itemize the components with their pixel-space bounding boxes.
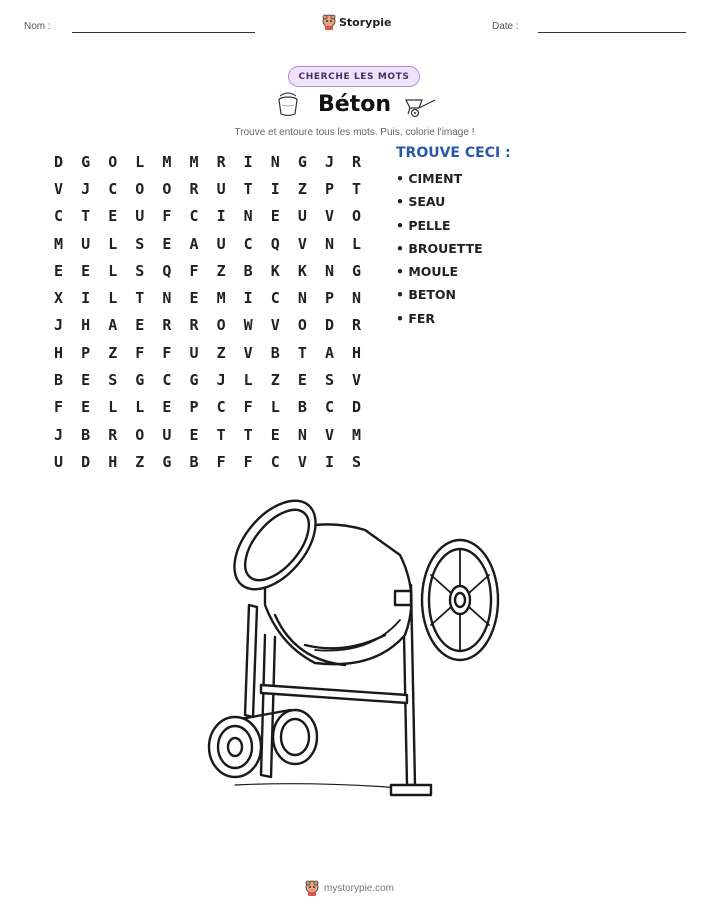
grid-letter[interactable]: N xyxy=(297,425,307,444)
grid-letter[interactable]: E xyxy=(135,316,145,335)
grid-letter[interactable]: L xyxy=(270,398,280,417)
grid-letter[interactable]: C xyxy=(324,398,334,417)
grid-letter[interactable]: N xyxy=(270,152,280,171)
brand-logo xyxy=(322,14,391,30)
grid-letter[interactable]: L xyxy=(108,289,118,308)
grid-letter[interactable]: J xyxy=(81,179,91,198)
wheelbarrow-icon xyxy=(402,94,438,118)
grid-row xyxy=(50,148,375,175)
grid-letter[interactable]: J xyxy=(216,371,226,390)
grid-letter[interactable]: G xyxy=(297,152,307,171)
grid-letter[interactable]: G xyxy=(135,371,145,390)
grid-letter[interactable]: L xyxy=(108,234,118,253)
grid-letter[interactable]: I xyxy=(324,452,334,471)
grid-letter[interactable]: S xyxy=(108,371,118,390)
grid-row xyxy=(50,339,375,366)
activity-badge: CHERCHE LES MOTS xyxy=(288,66,420,87)
grid-row xyxy=(50,312,375,339)
word-list-item: • BETON xyxy=(396,287,457,303)
grid-letter[interactable]: O xyxy=(216,316,226,335)
word-list-title: TROUVE CECI : xyxy=(396,145,511,161)
grid-letter[interactable]: H xyxy=(352,343,362,362)
grid-letter[interactable]: E xyxy=(81,371,91,390)
grid-letter[interactable]: L xyxy=(135,152,145,171)
grid-letter[interactable]: U xyxy=(189,343,199,362)
grid-letter[interactable]: O xyxy=(108,152,118,171)
grid-letter[interactable]: C xyxy=(270,289,280,308)
grid-letter[interactable]: M xyxy=(352,425,362,444)
grid-letter[interactable]: U xyxy=(216,234,226,253)
grid-letter[interactable]: T xyxy=(216,425,226,444)
grid-letter[interactable]: V xyxy=(324,425,334,444)
grid-letter[interactable]: F xyxy=(243,452,253,471)
grid-letter[interactable]: C xyxy=(162,371,172,390)
grid-letter[interactable]: M xyxy=(162,152,172,171)
grid-letter[interactable]: E xyxy=(189,425,199,444)
grid-letter[interactable]: F xyxy=(216,452,226,471)
grid-letter[interactable]: D xyxy=(81,452,91,471)
grid-letter[interactable]: C xyxy=(243,234,253,253)
grid-letter[interactable]: V xyxy=(324,207,334,226)
grid-row xyxy=(50,203,375,230)
grid-letter[interactable]: C xyxy=(189,207,199,226)
grid-letter[interactable]: P xyxy=(189,398,199,417)
grid-letter[interactable]: R xyxy=(189,316,199,335)
word-list-item: • SEAU xyxy=(396,194,446,210)
grid-letter[interactable]: M xyxy=(189,152,199,171)
grid-letter[interactable]: E xyxy=(81,398,91,417)
grid-letter[interactable]: Z xyxy=(216,343,226,362)
grid-letter[interactable]: P xyxy=(81,343,91,362)
grid-letter[interactable]: U xyxy=(297,207,307,226)
grid-letter[interactable]: E xyxy=(54,261,64,280)
grid-letter[interactable]: T xyxy=(135,289,145,308)
grid-letter[interactable]: H xyxy=(108,452,118,471)
date-line[interactable] xyxy=(538,32,686,33)
footer-url[interactable]: mystorypie.com xyxy=(324,882,395,894)
grid-letter[interactable]: V xyxy=(54,179,64,198)
grid-letter[interactable]: P xyxy=(324,179,334,198)
grid-letter[interactable]: A xyxy=(324,343,334,362)
grid-letter[interactable]: Z xyxy=(135,452,145,471)
grid-letter[interactable]: I xyxy=(81,289,91,308)
grid-letter[interactable]: F xyxy=(135,343,145,362)
grid-letter[interactable]: R xyxy=(108,425,118,444)
grid-letter[interactable]: K xyxy=(270,261,280,280)
grid-letter[interactable]: G xyxy=(162,452,172,471)
grid-row xyxy=(50,175,375,202)
grid-letter[interactable]: V xyxy=(352,371,362,390)
name-label: Nom : xyxy=(24,21,51,32)
grid-letter[interactable]: U xyxy=(216,179,226,198)
word-list-item: • PELLE xyxy=(396,217,451,233)
grid-letter[interactable]: C xyxy=(54,207,64,226)
grid-letter[interactable]: U xyxy=(162,425,172,444)
grid-letter[interactable]: O xyxy=(135,179,145,198)
grid-letter[interactable]: E xyxy=(189,289,199,308)
grid-letter[interactable]: F xyxy=(243,398,253,417)
grid-letter[interactable]: O xyxy=(297,316,307,335)
grid-letter[interactable]: S xyxy=(352,452,362,471)
grid-letter[interactable]: T xyxy=(243,425,253,444)
grid-letter[interactable]: F xyxy=(54,398,64,417)
grid-letter[interactable]: N xyxy=(243,207,253,226)
grid-letter[interactable]: S xyxy=(135,261,145,280)
grid-letter[interactable]: E xyxy=(270,207,280,226)
grid-letter[interactable]: F xyxy=(162,207,172,226)
grid-letter[interactable]: G xyxy=(352,261,362,280)
word-list-item: • MOULE xyxy=(396,264,459,280)
grid-letter[interactable]: E xyxy=(270,425,280,444)
word-list-item: • FER xyxy=(396,310,436,326)
grid-letter[interactable]: R xyxy=(216,152,226,171)
grid-letter[interactable]: V xyxy=(270,316,280,335)
grid-row xyxy=(50,284,375,311)
grid-letter[interactable]: R xyxy=(162,316,172,335)
grid-row xyxy=(50,421,375,448)
grid-letter[interactable]: H xyxy=(81,316,91,335)
grid-letter[interactable]: G xyxy=(189,371,199,390)
bucket-icon xyxy=(276,92,300,118)
grid-letter[interactable]: B xyxy=(270,343,280,362)
grid-row xyxy=(50,366,375,393)
word-list-item: • BROUETTE xyxy=(396,240,483,256)
brand-name: Storypie xyxy=(339,15,392,29)
grid-letter[interactable]: A xyxy=(189,234,199,253)
instructions: Trouve et entoure tous les mots. Puis, colorie l'image ! xyxy=(234,127,475,138)
grid-letter[interactable]: L xyxy=(352,234,362,253)
grid-letter[interactable]: J xyxy=(324,152,334,171)
grid-letter[interactable]: Z xyxy=(297,179,307,198)
grid-letter[interactable]: N xyxy=(324,234,334,253)
grid-letter[interactable]: R xyxy=(352,316,362,335)
grid-letter[interactable]: I xyxy=(243,152,253,171)
grid-letter[interactable]: T xyxy=(297,343,307,362)
grid-letter[interactable]: N xyxy=(352,289,362,308)
grid-letter[interactable]: V xyxy=(243,343,253,362)
grid-letter[interactable]: Q xyxy=(270,234,280,253)
grid-letter[interactable]: B xyxy=(54,371,64,390)
grid-letter[interactable]: S xyxy=(324,371,334,390)
grid-letter[interactable]: Z xyxy=(270,371,280,390)
grid-letter[interactable]: A xyxy=(108,316,118,335)
grid-letter[interactable]: E xyxy=(108,207,118,226)
grid-letter[interactable]: N xyxy=(162,289,172,308)
grid-letter[interactable]: N xyxy=(324,261,334,280)
grid-letter[interactable]: Z xyxy=(108,343,118,362)
grid-letter[interactable]: V xyxy=(297,234,307,253)
grid-letter[interactable]: B xyxy=(81,425,91,444)
grid-letter[interactable]: L xyxy=(243,371,253,390)
grid-letter[interactable]: J xyxy=(54,316,64,335)
grid-letter[interactable]: Z xyxy=(216,261,226,280)
grid-row xyxy=(50,257,375,284)
page-title: Béton xyxy=(318,92,391,117)
grid-letter[interactable]: M xyxy=(216,289,226,308)
grid-letter[interactable]: T xyxy=(352,179,362,198)
grid-letter[interactable]: P xyxy=(324,289,334,308)
word-list-item: • CIMENT xyxy=(396,171,463,186)
grid-letter[interactable]: X xyxy=(54,289,64,308)
grid-letter[interactable]: O xyxy=(352,207,362,226)
grid-letter[interactable]: I xyxy=(216,207,226,226)
grid-letter[interactable]: I xyxy=(270,179,280,198)
grid-letter[interactable]: D xyxy=(352,398,362,417)
grid-row xyxy=(50,448,375,475)
footer xyxy=(305,880,394,896)
grid-letter[interactable]: V xyxy=(297,452,307,471)
grid-letter[interactable]: K xyxy=(297,261,307,280)
grid-letter[interactable]: I xyxy=(243,289,253,308)
grid-letter[interactable]: F xyxy=(189,261,199,280)
storypie-mascot-icon xyxy=(305,880,319,896)
grid-letter[interactable]: U xyxy=(54,452,64,471)
grid-letter[interactable]: E xyxy=(162,398,172,417)
grid-letter[interactable]: B xyxy=(243,261,253,280)
grid-letter[interactable]: L xyxy=(108,398,118,417)
grid-letter[interactable]: G xyxy=(81,152,91,171)
grid-letter[interactable]: T xyxy=(243,179,253,198)
name-line[interactable] xyxy=(72,32,255,33)
grid-letter[interactable]: H xyxy=(54,343,64,362)
grid-letter[interactable]: U xyxy=(81,234,91,253)
grid-letter[interactable]: W xyxy=(243,316,253,335)
grid-letter[interactable]: T xyxy=(81,207,91,226)
grid-letter[interactable]: C xyxy=(216,398,226,417)
cement-mixer-illustration[interactable] xyxy=(195,485,515,805)
grid-letter[interactable]: C xyxy=(108,179,118,198)
word-search-grid[interactable] xyxy=(50,148,375,476)
grid-letter[interactable]: R xyxy=(352,152,362,171)
grid-letter[interactable]: D xyxy=(54,152,64,171)
grid-letter[interactable]: O xyxy=(162,179,172,198)
grid-letter[interactable]: R xyxy=(189,179,199,198)
grid-letter[interactable]: S xyxy=(135,234,145,253)
grid-letter[interactable]: F xyxy=(162,343,172,362)
grid-letter[interactable]: B xyxy=(189,452,199,471)
date-label: Date : xyxy=(492,21,519,32)
grid-letter[interactable]: N xyxy=(297,289,307,308)
grid-letter[interactable]: D xyxy=(324,316,334,335)
grid-letter[interactable]: M xyxy=(54,234,64,253)
storypie-mascot-icon xyxy=(322,14,336,30)
grid-letter[interactable]: L xyxy=(108,261,118,280)
grid-letter[interactable]: E xyxy=(297,371,307,390)
grid-letter[interactable]: E xyxy=(81,261,91,280)
grid-letter[interactable]: J xyxy=(54,425,64,444)
grid-letter[interactable]: C xyxy=(270,452,280,471)
word-list xyxy=(396,171,483,334)
grid-letter[interactable]: L xyxy=(135,398,145,417)
grid-letter[interactable]: E xyxy=(162,234,172,253)
grid-letter[interactable]: Q xyxy=(162,261,172,280)
grid-letter[interactable]: U xyxy=(135,207,145,226)
grid-letter[interactable]: O xyxy=(135,425,145,444)
grid-row xyxy=(50,394,375,421)
grid-letter[interactable]: B xyxy=(297,398,307,417)
grid-row xyxy=(50,230,375,257)
